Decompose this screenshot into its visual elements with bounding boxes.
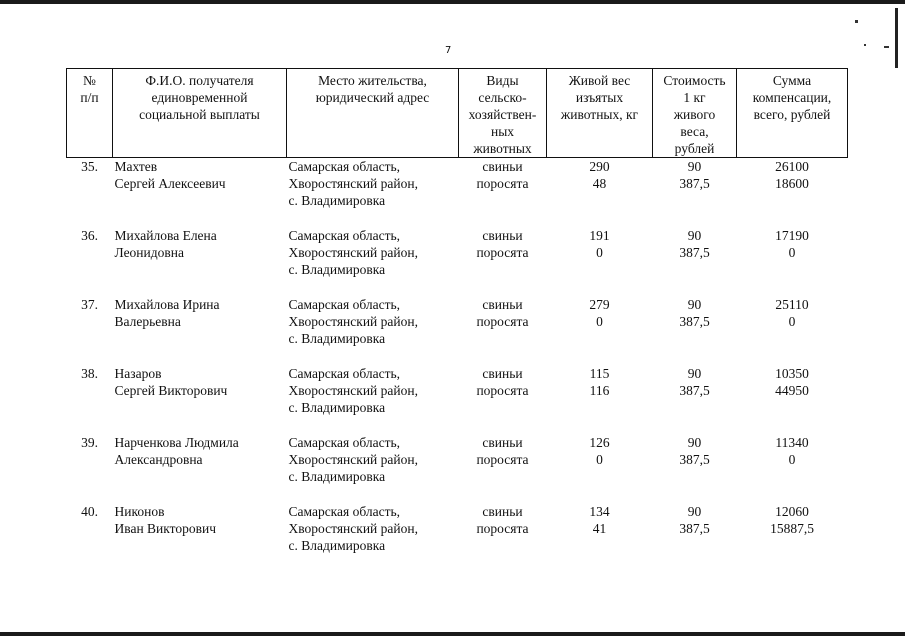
scan-top-border — [0, 0, 905, 4]
animal-types: свиньи поросята — [476, 228, 529, 260]
header-animal-type: Виды сельско- хозяйствен- ных животных — [459, 69, 547, 158]
recipient-name: Михайлова Елена Леонидовна — [114, 228, 217, 260]
table-row — [67, 434, 848, 503]
recipient-name: Махтев Сергей Алексеевич — [114, 159, 226, 191]
compensation-sum: 11340 0 — [775, 435, 809, 467]
live-weight: 290 48 — [589, 159, 610, 191]
live-weight: 126 0 — [589, 435, 610, 467]
address: Самарская область, Хворостянский район, с. Владимировка — [288, 504, 418, 553]
scan-bottom-border — [0, 632, 905, 636]
address: Самарская область, Хворостянский район, с. Владимировка — [288, 228, 418, 277]
header-number: № п/п — [67, 69, 113, 158]
header-recipient-name: Ф.И.О. получателя единовременной социальной выплаты — [113, 69, 287, 158]
recipient-name: Назаров Сергей Викторович — [114, 366, 228, 398]
animal-types: свиньи поросята — [476, 504, 529, 536]
compensation-sum: 17190 0 — [775, 228, 809, 260]
compensation-sum: 26100 18600 — [775, 159, 809, 191]
recipient-name: Никонов Иван Викторович — [114, 504, 217, 536]
scan-speck — [884, 46, 889, 48]
scan-right-edge — [895, 8, 898, 68]
header-price-per-kg: Стоимость 1 кг живого веса, рублей — [653, 69, 737, 158]
price-per-kg: 90 387,5 — [679, 228, 710, 260]
header-compensation-sum: Сумма компенсации, всего, рублей — [737, 69, 848, 158]
row-number: 35. — [81, 159, 98, 174]
recipient-name: Михайлова Ирина Валерьевна — [114, 297, 220, 329]
price-per-kg: 90 387,5 — [679, 435, 710, 467]
scan-speck — [855, 20, 858, 23]
table-row — [67, 503, 848, 572]
animal-types: свиньи поросята — [476, 297, 529, 329]
header-address: Место жительства, юридический адрес — [287, 69, 459, 158]
scan-speck — [864, 44, 866, 46]
price-per-kg: 90 387,5 — [679, 504, 710, 536]
table-row — [67, 158, 848, 228]
table-header-row — [67, 69, 848, 158]
header-live-weight: Живой вес изъятых животных, кг — [547, 69, 653, 158]
live-weight: 134 41 — [589, 504, 610, 536]
price-per-kg: 90 387,5 — [679, 366, 710, 398]
live-weight: 279 0 — [589, 297, 610, 329]
row-number: 37. — [81, 297, 98, 312]
row-number: 40. — [81, 504, 98, 519]
compensation-sum: 12060 15887,5 — [770, 504, 814, 536]
row-number: 36. — [81, 228, 98, 243]
address: Самарская область, Хворостянский район, с. Владимировка — [288, 159, 418, 208]
table-row — [67, 365, 848, 434]
compensation-table — [66, 68, 848, 572]
address: Самарская область, Хворостянский район, с. Владимировка — [288, 435, 418, 484]
compensation-sum: 10350 44950 — [775, 366, 809, 398]
row-number: 38. — [81, 366, 98, 381]
row-number: 39. — [81, 435, 98, 450]
animal-types: свиньи поросята — [476, 366, 529, 398]
table-row — [67, 296, 848, 365]
recipient-name: Нарченкова Людмила Александровна — [114, 435, 239, 467]
live-weight: 115 116 — [589, 366, 610, 398]
price-per-kg: 90 387,5 — [679, 297, 710, 329]
address: Самарская область, Хворостянский район, с. Владимировка — [288, 297, 418, 346]
address: Самарская область, Хворостянский район, с. Владимировка — [288, 366, 418, 415]
live-weight: 191 0 — [589, 228, 610, 260]
compensation-sum: 25110 0 — [775, 297, 809, 329]
animal-types: свиньи поросята — [476, 159, 529, 191]
page-number: 7 — [445, 45, 452, 56]
animal-types: свиньи поросята — [476, 435, 529, 467]
price-per-kg: 90 387,5 — [679, 159, 710, 191]
table-row — [67, 227, 848, 296]
